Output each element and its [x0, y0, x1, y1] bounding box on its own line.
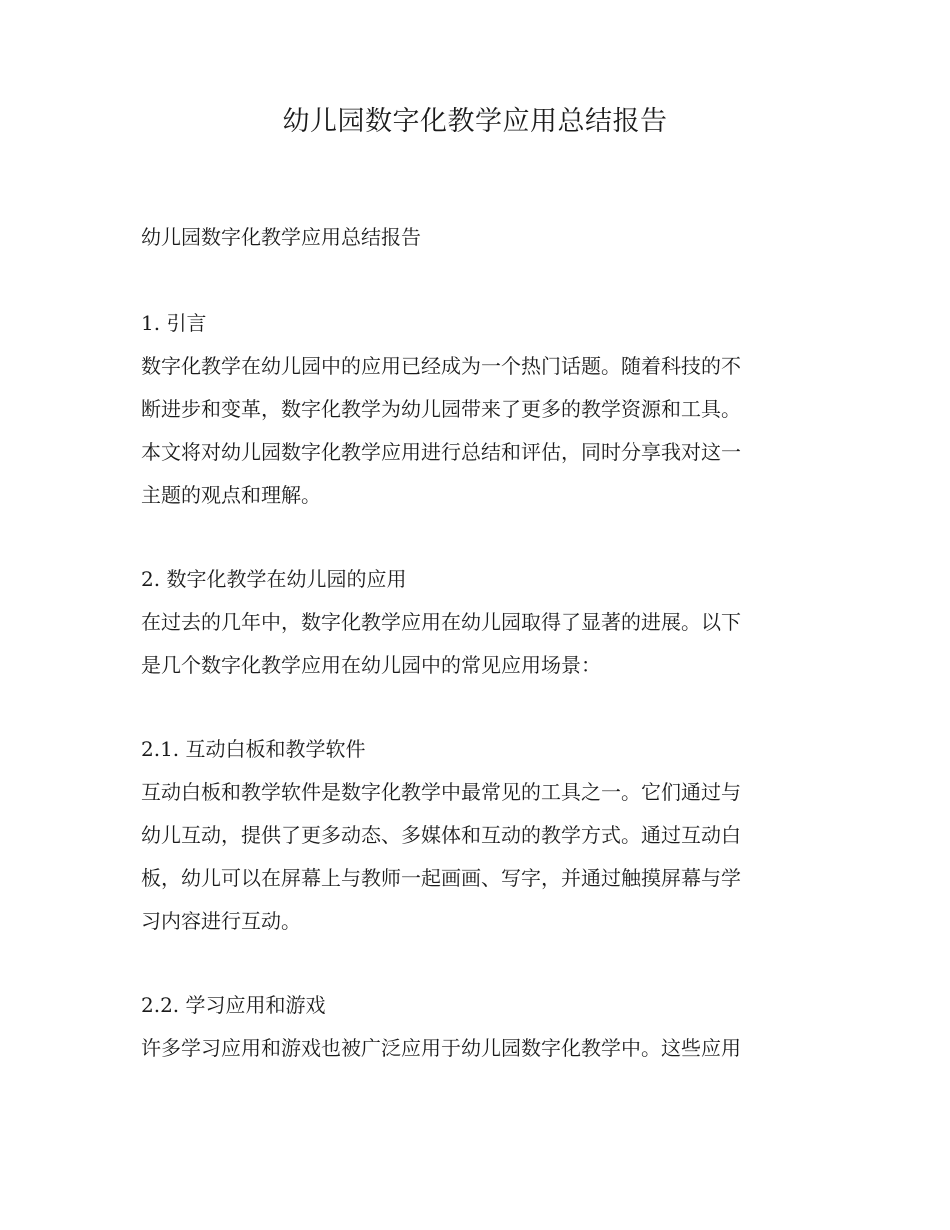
- paragraph-line: 是几个数字化教学应用在幼儿园中的常见应用场景：: [141, 653, 601, 677]
- section-applications: [141, 558, 801, 687]
- section-heading: 1. 引言: [141, 311, 207, 335]
- document-subtitle: 幼儿园数字化教学应用总结报告: [141, 225, 421, 249]
- paragraph-line: 互动白板和教学软件是数字化教学中最常见的工具之一。它们通过与: [141, 780, 741, 804]
- section-introduction: [141, 302, 801, 517]
- section-learning-apps: [141, 984, 801, 1070]
- paragraph-line: 板，幼儿可以在屏幕上与教师一起画画、写字，并通过触摸屏幕与学: [141, 866, 741, 890]
- paragraph-line: 许多学习应用和游戏也被广泛应用于幼儿园数字化教学中。这些应用: [141, 1036, 741, 1060]
- section-heading: 2.2. 学习应用和游戏: [141, 993, 326, 1017]
- section-interactive-whiteboard: [141, 728, 801, 943]
- paragraph-line: 断进步和变革，数字化教学为幼儿园带来了更多的教学资源和工具。: [141, 397, 741, 421]
- paragraph-line: 本文将对幼儿园数字化教学应用进行总结和评估，同时分享我对这一: [141, 440, 741, 464]
- paragraph-line: 习内容进行互动。: [141, 909, 301, 933]
- document-title: 幼儿园数字化教学应用总结报告: [282, 106, 668, 137]
- paragraph-line: 主题的观点和理解。: [141, 483, 321, 507]
- section-heading: 2. 数字化教学在幼儿园的应用: [141, 567, 407, 591]
- paragraph-line: 在过去的几年中，数字化教学应用在幼儿园取得了显著的进展。以下: [141, 610, 741, 634]
- paragraph-line: 数字化教学在幼儿园中的应用已经成为一个热门话题。随着科技的不: [141, 354, 741, 378]
- section-heading: 2.1. 互动白板和教学软件: [141, 737, 366, 761]
- paragraph-line: 幼儿互动，提供了更多动态、多媒体和互动的教学方式。通过互动白: [141, 823, 741, 847]
